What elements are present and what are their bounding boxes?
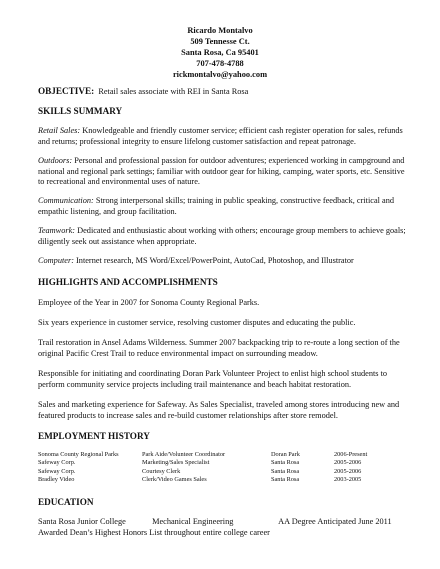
skill-communication (38, 196, 408, 217)
position: Clerk/Video Games Sales (142, 475, 207, 483)
employer: Safeway Corp. (38, 459, 76, 467)
position: Courtesy Clerk (142, 467, 181, 475)
skill-label: Communication: (38, 196, 94, 205)
skill-text: Internet research, MS Word/Excel/PowerPoint, AutoCad, Photoshop, and Illustrator (73, 256, 354, 265)
education-details (38, 517, 392, 538)
employer: Sonoma County Regional Parks (38, 451, 119, 458)
location: Santa Rosa (271, 467, 300, 475)
street-address: 509 Tennesse Ct. (190, 37, 250, 46)
dates: 2005-2006 (334, 459, 362, 467)
position: Park Aide/Volunteer Coordinator (142, 451, 226, 458)
employment-row (38, 468, 418, 476)
skill-outdoors (38, 156, 408, 188)
applicant-name: Ricardo Montalvo (187, 26, 253, 35)
highlight-item: Trail restoration in Ansel Adams Wilderness. Summer 2007 backpacking trip to re-route a long section of the original Pacific Crest Trail to reduce environmental impact on surrounding meadow. (38, 338, 400, 358)
skill-text: Knowledgeable and friendly customer service; efficient cash register operation for sales, refunds and returns; professional integrity to ensure lifelong customer satisfaction and repeat patronage. (38, 126, 403, 146)
skill-text: Strong interpersonal skills; training in public speaking, constructive feedback, critical and empathic listening, and group facilitation. (38, 196, 395, 216)
school: Santa Rosa Junior College (38, 517, 126, 526)
highlight-item: Sales and marketing experience for Safeway. As Sales Specialist, traveled among stores introducing new and featured products to increase sales and re-build customer relationships after store remodel. (38, 400, 400, 420)
skills-summary-heading: SKILLS SUMMARY (38, 106, 123, 116)
city-state-zip: Santa Rosa, Ca 95401 (181, 48, 259, 57)
location: Doran Park (271, 451, 300, 458)
skill-label: Teamwork: (38, 226, 76, 235)
skill-retail-sales (38, 126, 408, 147)
highlight-item: Responsible for initiating and coordinating Doran Park Volunteer Project to enlist high school students to perform community service projects including trail maintenance and beach habitat restoration. (38, 369, 388, 389)
objective-text: Retail sales associate with REI in Santa Rosa (98, 87, 249, 96)
skill-text: Dedicated and enthusiastic about working with others; encourage group members to achieve goals; diligently seek out assistance when appropriate. (38, 226, 406, 246)
employment-row (38, 451, 418, 459)
location: Santa Rosa (271, 459, 300, 467)
skill-teamwork (38, 226, 408, 247)
employment-row (38, 476, 418, 484)
employer: Bradley Video (38, 475, 75, 483)
employment-row (38, 459, 418, 467)
location: Santa Rosa (271, 475, 300, 483)
dates: 2006-Present (334, 451, 368, 458)
highlight-item: Six years experience in customer service, resolving customer disputes and educating the public. (38, 318, 356, 327)
education-line (38, 517, 392, 528)
objective-label: OBJECTIVE: (38, 86, 95, 96)
degree: AA Degree Anticipated June 2011 (278, 517, 392, 526)
dates: 2003-2005 (334, 475, 362, 483)
major: Mechanical Engineering (152, 517, 234, 526)
email-address: rickmontalvo@yahoo.com (172, 70, 268, 79)
skill-label: Retail Sales: (38, 126, 81, 135)
highlights-heading: HIGHLIGHTS AND ACCOMPLISHMENTS (38, 277, 218, 287)
skill-text: Personal and professional passion for outdoor adventures; experienced working in campground and national and regional park settings; familiar with outdoor gear for hiking, camping, water sports, etc. Sensitive to recreational and environmental uses of nature. (38, 156, 405, 187)
employment-table (38, 451, 418, 484)
dates: 2005-2006 (334, 467, 362, 475)
highlight-item: Employee of the Year in 2007 for Sonoma County Regional Parks. (38, 298, 260, 307)
skill-label: Outdoors: (38, 156, 73, 165)
education-heading: EDUCATION (38, 497, 94, 507)
skill-computer (38, 256, 408, 267)
skill-label: Computer: (38, 256, 74, 265)
phone-number: 707-478-4788 (196, 59, 244, 68)
employment-heading: EMPLOYMENT HISTORY (38, 431, 150, 441)
employer: Safeway Corp. (38, 467, 76, 475)
position: Marketing/Sales Specialist (142, 459, 210, 467)
honors: Awarded Dean’s Highest Honors List throughout entire college career (38, 527, 270, 537)
contact-header (0, 25, 440, 80)
objective (38, 86, 248, 96)
